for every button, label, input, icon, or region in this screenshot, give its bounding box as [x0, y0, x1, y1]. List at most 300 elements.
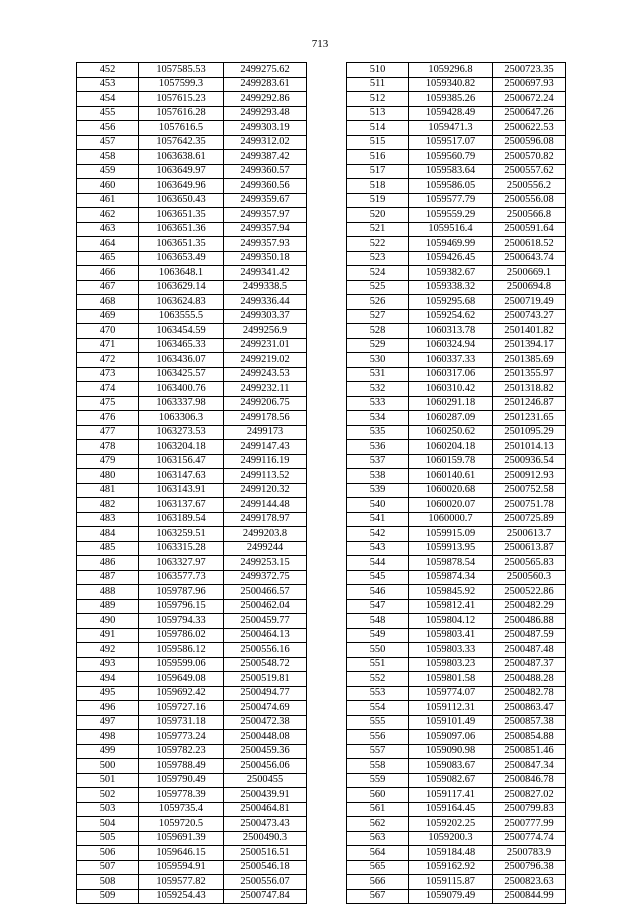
y-coordinate-cell: 2500516.51 — [224, 846, 307, 861]
x-coordinate-cell: 1059516.4 — [409, 222, 493, 237]
y-coordinate-cell: 2500439.91 — [224, 788, 307, 803]
y-coordinate-cell: 2499113.52 — [224, 469, 307, 484]
table-row — [347, 411, 566, 426]
point-number-cell: 503 — [77, 802, 139, 817]
table-row — [347, 309, 566, 324]
point-number-cell: 491 — [77, 628, 139, 643]
point-number-cell: 557 — [347, 744, 409, 759]
point-number-cell: 497 — [77, 715, 139, 730]
y-coordinate-cell: 2499173 — [224, 425, 307, 440]
y-coordinate-cell: 2500473.43 — [224, 817, 307, 832]
point-number-cell: 468 — [77, 295, 139, 310]
table-row — [347, 222, 566, 237]
y-coordinate-cell: 2500522.86 — [493, 585, 566, 600]
table-row — [347, 338, 566, 353]
table-row — [347, 730, 566, 745]
y-coordinate-cell: 2500488.28 — [493, 672, 566, 687]
x-coordinate-cell: 1059338.32 — [409, 280, 493, 295]
y-coordinate-cell: 2500546.18 — [224, 860, 307, 875]
table-row — [77, 657, 307, 672]
x-coordinate-cell: 1059184.48 — [409, 846, 493, 861]
point-number-cell: 561 — [347, 802, 409, 817]
table-row — [77, 77, 307, 92]
point-number-cell: 498 — [77, 730, 139, 745]
x-coordinate-cell: 1063650.43 — [139, 193, 224, 208]
x-coordinate-cell: 1063454.59 — [139, 324, 224, 339]
table-row — [347, 802, 566, 817]
y-coordinate-cell: 2499253.15 — [224, 556, 307, 571]
table-row — [347, 744, 566, 759]
y-coordinate-cell: 2500777.99 — [493, 817, 566, 832]
y-coordinate-cell: 2501318.82 — [493, 382, 566, 397]
x-coordinate-cell: 1063649.96 — [139, 179, 224, 194]
table-row — [347, 759, 566, 774]
point-number-cell: 559 — [347, 773, 409, 788]
table-row — [77, 338, 307, 353]
y-coordinate-cell: 2500783.9 — [493, 846, 566, 861]
x-coordinate-cell: 1060287.09 — [409, 411, 493, 426]
point-number-cell: 553 — [347, 686, 409, 701]
table-row — [77, 150, 307, 165]
y-coordinate-cell: 2500472.38 — [224, 715, 307, 730]
page-number: 713 — [311, 38, 329, 50]
table-row — [347, 686, 566, 701]
x-coordinate-cell: 1059803.23 — [409, 657, 493, 672]
x-coordinate-cell: 1059079.49 — [409, 889, 493, 904]
point-number-cell: 549 — [347, 628, 409, 643]
point-number-cell: 460 — [77, 179, 139, 194]
table-row — [347, 396, 566, 411]
y-coordinate-cell: 2500596.08 — [493, 135, 566, 150]
x-coordinate-cell: 1063651.35 — [139, 237, 224, 252]
point-number-cell: 492 — [77, 643, 139, 658]
x-coordinate-cell: 1059812.41 — [409, 599, 493, 614]
y-coordinate-cell: 2500448.08 — [224, 730, 307, 745]
point-number-cell: 565 — [347, 860, 409, 875]
point-number-cell: 458 — [77, 150, 139, 165]
table-row — [77, 643, 307, 658]
point-number-cell: 541 — [347, 512, 409, 527]
y-coordinate-cell: 2499341.42 — [224, 266, 307, 281]
table-row — [347, 353, 566, 368]
table-row — [347, 121, 566, 136]
table-row — [77, 353, 307, 368]
x-coordinate-cell: 1059101.49 — [409, 715, 493, 730]
x-coordinate-cell: 1060317.06 — [409, 367, 493, 382]
point-number-cell: 555 — [347, 715, 409, 730]
y-coordinate-cell: 2499178.56 — [224, 411, 307, 426]
point-number-cell: 487 — [77, 570, 139, 585]
y-coordinate-cell: 2500455 — [224, 773, 307, 788]
x-coordinate-cell: 1063204.18 — [139, 440, 224, 455]
x-coordinate-cell: 1059774.07 — [409, 686, 493, 701]
table-row — [347, 875, 566, 890]
y-coordinate-cell: 2500672.24 — [493, 92, 566, 107]
table-row — [347, 77, 566, 92]
x-coordinate-cell: 1057585.53 — [139, 63, 224, 78]
x-coordinate-cell: 1059560.79 — [409, 150, 493, 165]
point-number-cell: 510 — [347, 63, 409, 78]
point-number-cell: 529 — [347, 338, 409, 353]
table-row — [347, 440, 566, 455]
point-number-cell: 537 — [347, 454, 409, 469]
x-coordinate-cell: 1057615.23 — [139, 92, 224, 107]
y-coordinate-cell: 2500556.07 — [224, 875, 307, 890]
point-number-cell: 478 — [77, 440, 139, 455]
table-row — [77, 208, 307, 223]
table-row — [77, 411, 307, 426]
x-coordinate-cell: 1057599.3 — [139, 77, 224, 92]
y-coordinate-cell: 2500565.83 — [493, 556, 566, 571]
x-coordinate-cell: 1059295.68 — [409, 295, 493, 310]
point-number-cell: 480 — [77, 469, 139, 484]
point-number-cell: 505 — [77, 831, 139, 846]
point-number-cell: 519 — [347, 193, 409, 208]
point-number-cell: 461 — [77, 193, 139, 208]
y-coordinate-cell: 2500474.69 — [224, 701, 307, 716]
y-coordinate-cell: 2500863.47 — [493, 701, 566, 716]
y-coordinate-cell: 2499144.48 — [224, 498, 307, 513]
y-coordinate-cell: 2500487.59 — [493, 628, 566, 643]
y-coordinate-cell: 2499256.9 — [224, 324, 307, 339]
y-coordinate-cell: 2501355.97 — [493, 367, 566, 382]
point-number-cell: 479 — [77, 454, 139, 469]
point-number-cell: 539 — [347, 483, 409, 498]
x-coordinate-cell: 1059782.23 — [139, 744, 224, 759]
y-coordinate-cell: 2499303.37 — [224, 309, 307, 324]
point-number-cell: 556 — [347, 730, 409, 745]
y-coordinate-cell: 2499350.18 — [224, 251, 307, 266]
x-coordinate-cell: 1059586.12 — [139, 643, 224, 658]
point-number-cell: 493 — [77, 657, 139, 672]
point-number-cell: 564 — [347, 846, 409, 861]
table-row — [347, 512, 566, 527]
y-coordinate-cell: 2499116.19 — [224, 454, 307, 469]
y-coordinate-cell: 2500723.35 — [493, 63, 566, 78]
x-coordinate-cell: 1059586.05 — [409, 179, 493, 194]
point-number-cell: 552 — [347, 672, 409, 687]
y-coordinate-cell: 2500464.81 — [224, 802, 307, 817]
table-row — [347, 527, 566, 542]
y-coordinate-cell: 2500519.81 — [224, 672, 307, 687]
x-coordinate-cell: 1059083.67 — [409, 759, 493, 774]
point-number-cell: 501 — [77, 773, 139, 788]
y-coordinate-cell: 2501014.13 — [493, 440, 566, 455]
y-coordinate-cell: 2500851.46 — [493, 744, 566, 759]
x-coordinate-cell: 1063337.98 — [139, 396, 224, 411]
table-row — [77, 324, 307, 339]
y-coordinate-cell: 2500556.16 — [224, 643, 307, 658]
y-coordinate-cell: 2499303.19 — [224, 121, 307, 136]
table-row — [77, 744, 307, 759]
point-number-cell: 544 — [347, 556, 409, 571]
x-coordinate-cell: 1059599.06 — [139, 657, 224, 672]
table-row — [347, 541, 566, 556]
point-number-cell: 506 — [77, 846, 139, 861]
table-row — [347, 324, 566, 339]
x-coordinate-cell: 1060204.18 — [409, 440, 493, 455]
y-coordinate-cell: 2499336.44 — [224, 295, 307, 310]
y-coordinate-cell: 2501401.82 — [493, 324, 566, 339]
x-coordinate-cell: 1059577.79 — [409, 193, 493, 208]
table-row — [77, 860, 307, 875]
point-number-cell: 476 — [77, 411, 139, 426]
point-number-cell: 486 — [77, 556, 139, 571]
table-row — [77, 599, 307, 614]
table-row — [347, 846, 566, 861]
point-number-cell: 546 — [347, 585, 409, 600]
x-coordinate-cell: 1059097.06 — [409, 730, 493, 745]
y-coordinate-cell: 2500844.99 — [493, 889, 566, 904]
table-row — [77, 570, 307, 585]
table-row — [347, 701, 566, 716]
y-coordinate-cell: 2500456.06 — [224, 759, 307, 774]
point-number-cell: 467 — [77, 280, 139, 295]
point-number-cell: 455 — [77, 106, 139, 121]
x-coordinate-cell: 1060337.33 — [409, 353, 493, 368]
x-coordinate-cell: 1059200.3 — [409, 831, 493, 846]
point-number-cell: 489 — [77, 599, 139, 614]
y-coordinate-cell: 2500799.83 — [493, 802, 566, 817]
y-coordinate-cell: 2500482.78 — [493, 686, 566, 701]
point-number-cell: 496 — [77, 701, 139, 716]
table-row — [347, 889, 566, 904]
y-coordinate-cell: 2500912.93 — [493, 469, 566, 484]
point-number-cell: 567 — [347, 889, 409, 904]
x-coordinate-cell: 1059296.8 — [409, 63, 493, 78]
point-number-cell: 554 — [347, 701, 409, 716]
point-number-cell: 531 — [347, 367, 409, 382]
point-number-cell: 526 — [347, 295, 409, 310]
table-row — [77, 686, 307, 701]
y-coordinate-cell: 2499357.97 — [224, 208, 307, 223]
table-row — [347, 672, 566, 687]
y-coordinate-cell: 2499275.62 — [224, 63, 307, 78]
table-row — [77, 527, 307, 542]
point-number-cell: 456 — [77, 121, 139, 136]
y-coordinate-cell: 2500719.49 — [493, 295, 566, 310]
table-row — [347, 266, 566, 281]
x-coordinate-cell: 1059090.98 — [409, 744, 493, 759]
x-coordinate-cell: 1059778.39 — [139, 788, 224, 803]
table-row — [347, 483, 566, 498]
x-coordinate-cell: 1059082.67 — [409, 773, 493, 788]
y-coordinate-cell: 2501385.69 — [493, 353, 566, 368]
y-coordinate-cell: 2500725.89 — [493, 512, 566, 527]
point-number-cell: 500 — [77, 759, 139, 774]
x-coordinate-cell: 1059796.15 — [139, 599, 224, 614]
table-row — [347, 382, 566, 397]
x-coordinate-cell: 1059731.18 — [139, 715, 224, 730]
x-coordinate-cell: 1060313.78 — [409, 324, 493, 339]
x-coordinate-cell: 1059202.25 — [409, 817, 493, 832]
y-coordinate-cell: 2500774.74 — [493, 831, 566, 846]
x-coordinate-cell: 1063273.53 — [139, 425, 224, 440]
y-coordinate-cell: 2500464.13 — [224, 628, 307, 643]
x-coordinate-cell: 1060020.07 — [409, 498, 493, 513]
point-number-cell: 483 — [77, 512, 139, 527]
table-row — [77, 483, 307, 498]
point-number-cell: 534 — [347, 411, 409, 426]
point-number-cell: 513 — [347, 106, 409, 121]
x-coordinate-cell: 1063327.97 — [139, 556, 224, 571]
table-row — [77, 715, 307, 730]
y-coordinate-cell: 2499357.93 — [224, 237, 307, 252]
x-coordinate-cell: 1059559.29 — [409, 208, 493, 223]
y-coordinate-cell: 2499120.32 — [224, 483, 307, 498]
point-number-cell: 484 — [77, 527, 139, 542]
point-number-cell: 528 — [347, 324, 409, 339]
point-number-cell: 473 — [77, 367, 139, 382]
x-coordinate-cell: 1060310.42 — [409, 382, 493, 397]
point-number-cell: 533 — [347, 396, 409, 411]
point-number-cell: 482 — [77, 498, 139, 513]
y-coordinate-cell: 2500854.88 — [493, 730, 566, 745]
x-coordinate-cell: 1063651.35 — [139, 208, 224, 223]
x-coordinate-cell: 1060140.61 — [409, 469, 493, 484]
point-number-cell: 459 — [77, 164, 139, 179]
point-number-cell: 488 — [77, 585, 139, 600]
x-coordinate-cell: 1063147.63 — [139, 469, 224, 484]
table-row — [77, 759, 307, 774]
x-coordinate-cell: 1063315.28 — [139, 541, 224, 556]
table-row — [347, 614, 566, 629]
point-number-cell: 508 — [77, 875, 139, 890]
point-number-cell: 566 — [347, 875, 409, 890]
point-number-cell: 509 — [77, 889, 139, 904]
point-number-cell: 477 — [77, 425, 139, 440]
point-number-cell: 452 — [77, 63, 139, 78]
y-coordinate-cell: 2500618.52 — [493, 237, 566, 252]
x-coordinate-cell: 1059727.16 — [139, 701, 224, 716]
point-number-cell: 514 — [347, 121, 409, 136]
x-coordinate-cell: 1063425.57 — [139, 367, 224, 382]
point-number-cell: 563 — [347, 831, 409, 846]
x-coordinate-cell: 1059801.58 — [409, 672, 493, 687]
x-coordinate-cell: 1059340.82 — [409, 77, 493, 92]
point-number-cell: 457 — [77, 135, 139, 150]
point-number-cell: 547 — [347, 599, 409, 614]
table-row — [77, 440, 307, 455]
point-number-cell: 475 — [77, 396, 139, 411]
x-coordinate-cell: 1059254.62 — [409, 309, 493, 324]
x-coordinate-cell: 1059426.45 — [409, 251, 493, 266]
x-coordinate-cell: 1059788.49 — [139, 759, 224, 774]
point-number-cell: 499 — [77, 744, 139, 759]
x-coordinate-cell: 1059471.3 — [409, 121, 493, 136]
table-row — [77, 788, 307, 803]
table-row — [347, 628, 566, 643]
x-coordinate-cell: 1057642.35 — [139, 135, 224, 150]
x-coordinate-cell: 1060000.7 — [409, 512, 493, 527]
y-coordinate-cell: 2499293.48 — [224, 106, 307, 121]
table-row — [77, 701, 307, 716]
table-row — [347, 498, 566, 513]
point-number-cell: 485 — [77, 541, 139, 556]
y-coordinate-cell: 2499338.5 — [224, 280, 307, 295]
x-coordinate-cell: 1063465.33 — [139, 338, 224, 353]
table-row — [347, 570, 566, 585]
table-row — [347, 92, 566, 107]
point-number-cell: 562 — [347, 817, 409, 832]
x-coordinate-cell: 1059786.02 — [139, 628, 224, 643]
x-coordinate-cell: 1063259.51 — [139, 527, 224, 542]
x-coordinate-cell: 1063189.54 — [139, 512, 224, 527]
x-coordinate-cell: 1059385.26 — [409, 92, 493, 107]
x-coordinate-cell: 1063624.83 — [139, 295, 224, 310]
y-coordinate-cell: 2500548.72 — [224, 657, 307, 672]
table-row — [347, 295, 566, 310]
y-coordinate-cell: 2499178.97 — [224, 512, 307, 527]
point-number-cell: 520 — [347, 208, 409, 223]
point-number-cell: 462 — [77, 208, 139, 223]
table-row — [347, 817, 566, 832]
x-coordinate-cell: 1063651.36 — [139, 222, 224, 237]
x-coordinate-cell: 1059773.24 — [139, 730, 224, 745]
table-row — [77, 121, 307, 136]
y-coordinate-cell: 2500494.77 — [224, 686, 307, 701]
point-number-cell: 490 — [77, 614, 139, 629]
x-coordinate-cell: 1059915.09 — [409, 527, 493, 542]
x-coordinate-cell: 1059162.92 — [409, 860, 493, 875]
table-row — [347, 150, 566, 165]
table-row — [347, 860, 566, 875]
x-coordinate-cell: 1059804.12 — [409, 614, 493, 629]
table-row — [77, 730, 307, 745]
point-number-cell: 504 — [77, 817, 139, 832]
x-coordinate-cell: 1063156.47 — [139, 454, 224, 469]
table-row — [77, 164, 307, 179]
y-coordinate-cell: 2499372.75 — [224, 570, 307, 585]
table-row — [77, 309, 307, 324]
y-coordinate-cell: 2500560.3 — [493, 570, 566, 585]
x-coordinate-cell: 1063629.14 — [139, 280, 224, 295]
table-row — [347, 425, 566, 440]
x-coordinate-cell: 1059469.99 — [409, 237, 493, 252]
y-coordinate-cell: 2500827.02 — [493, 788, 566, 803]
x-coordinate-cell: 1059874.34 — [409, 570, 493, 585]
x-coordinate-cell: 1059803.33 — [409, 643, 493, 658]
x-coordinate-cell: 1063649.97 — [139, 164, 224, 179]
x-coordinate-cell: 1059913.95 — [409, 541, 493, 556]
x-coordinate-cell: 1059583.64 — [409, 164, 493, 179]
table-row — [347, 556, 566, 571]
y-coordinate-cell: 2499203.8 — [224, 527, 307, 542]
x-coordinate-cell: 1063143.91 — [139, 483, 224, 498]
table-row — [77, 875, 307, 890]
x-coordinate-cell: 1063137.67 — [139, 498, 224, 513]
point-number-cell: 466 — [77, 266, 139, 281]
coordinates-table-left — [76, 62, 307, 904]
table-row — [77, 222, 307, 237]
point-number-cell: 472 — [77, 353, 139, 368]
table-row — [347, 788, 566, 803]
x-coordinate-cell: 1060159.78 — [409, 454, 493, 469]
x-coordinate-cell: 1059117.41 — [409, 788, 493, 803]
x-coordinate-cell: 1059517.07 — [409, 135, 493, 150]
table-row — [77, 454, 307, 469]
point-number-cell: 474 — [77, 382, 139, 397]
x-coordinate-cell: 1063555.5 — [139, 309, 224, 324]
point-number-cell: 530 — [347, 353, 409, 368]
x-coordinate-cell: 1060291.18 — [409, 396, 493, 411]
point-number-cell: 471 — [77, 338, 139, 353]
x-coordinate-cell: 1063653.49 — [139, 251, 224, 266]
x-coordinate-cell: 1059794.33 — [139, 614, 224, 629]
point-number-cell: 524 — [347, 266, 409, 281]
y-coordinate-cell: 2500459.77 — [224, 614, 307, 629]
table-row — [77, 831, 307, 846]
